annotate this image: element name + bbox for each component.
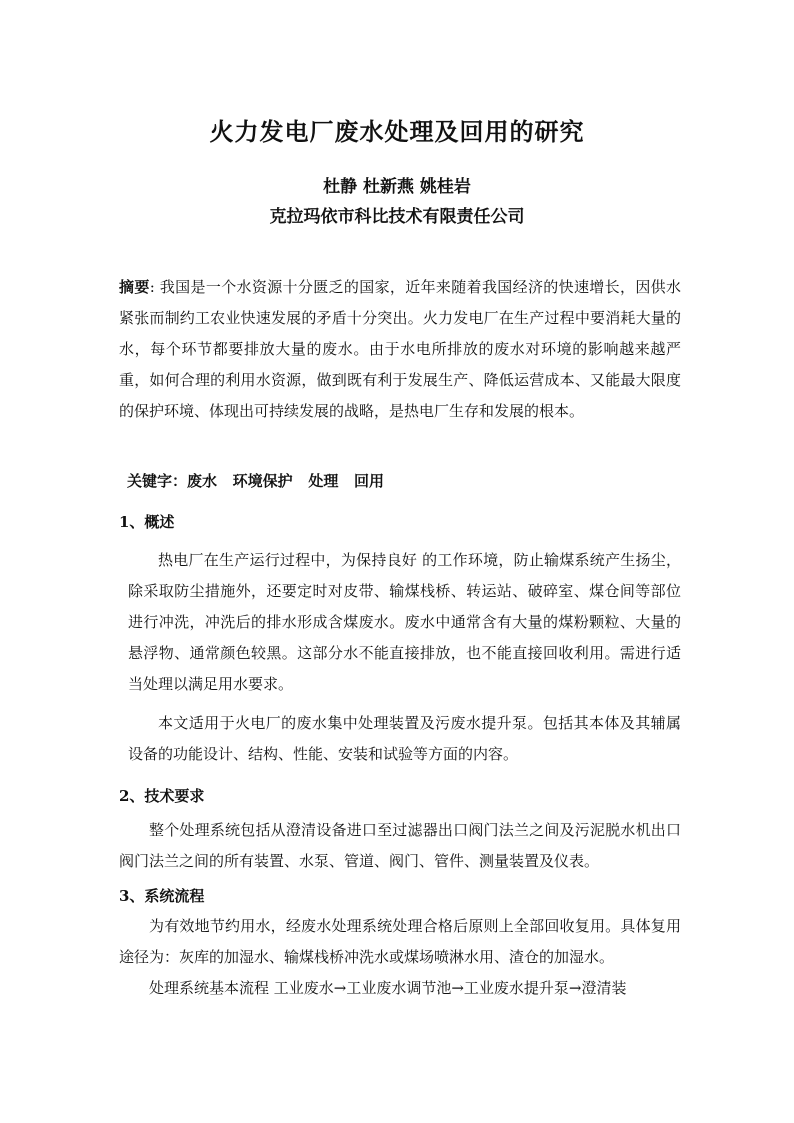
author-list: 杜静 杜新燕 姚桂岩 xyxy=(323,177,471,197)
section-heading-system-flow: 3、系统流程 xyxy=(119,887,205,905)
overview-paragraph-1: 热电厂在生产运行过程中，为保持良好 的工作环境，防止输煤系统产生扬尘，除采取防尘措施外，还要定时对皮带、输煤栈桥、转运站、破碎室、煤仓间等部位进行冲洗，冲洗后的排水形成含煤废水。废水中通常含有大量的煤粉颗粒、大量的悬浮物、通常颜色较黑。这部分水不能直接排放，也不能直接回收利用。需进行适当处理以满足用水要求。 xyxy=(128,551,681,693)
abstract-text: : 我国是一个水资源十分匮乏的国家，近年来随着我国经济的快速增长，因供水紧张而制约工农业快速发展的矛盾十分突出。火力发电厂在生产过程中要消耗大量的水，每个环节都要排放大量的废水。由于水电所排放的废水对环境的影响越来越严重，如何合理的利用水资源，做到既有利于发展生产、降低运营成本、又能最大限度的保护环境、体现出可持续发展的战略，是热电厂生存和发展的根本。 xyxy=(119,278,681,420)
keywords-line: 关键字：废水 环境保护 处理 回用 xyxy=(127,472,385,490)
section-heading-technical-requirements: 2、技术要求 xyxy=(119,787,205,805)
system-flow-paragraph-2: 处理系统基本流程 工业废水→工业废水调节池→工业废水提升泵→澄清装 xyxy=(149,979,627,997)
abstract-label: 摘要 xyxy=(119,278,150,296)
system-flow-paragraph-1: 为有效地节约用水，经废水处理系统处理合格后原则上全部回收复用。具体复用途径为：灰库的加湿水、输煤栈桥冲洗水或煤场喷淋水用、渣仓的加湿水。 xyxy=(119,917,681,966)
technical-requirements-paragraph: 整个处理系统包括从澄清设备进口至过滤器出口阀门法兰之间及污泥脱水机出口阀门法兰之间的所有装置、水泵、管道、阀门、管件、测量装置及仪表。 xyxy=(119,821,681,870)
document-title: 火力发电厂废水处理及回用的研究 xyxy=(209,117,585,146)
organization: 克拉玛依市科比技术有限责任公司 xyxy=(269,207,525,227)
abstract-paragraph xyxy=(119,272,681,427)
overview-paragraph-2: 本文适用于火电厂的废水集中处理装置及污废水提升泵。包括其本体及其辅属设备的功能设计、结构、性能、安装和试验等方面的内容。 xyxy=(128,714,681,763)
section-heading-overview: 1、概述 xyxy=(119,513,175,531)
